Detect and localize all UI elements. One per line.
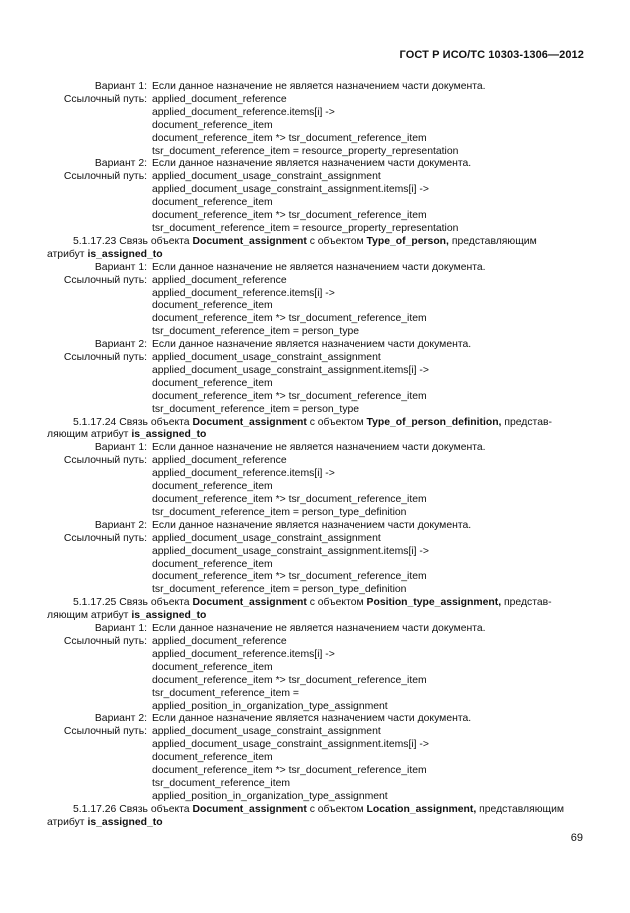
row-value: document_reference_item *> tsr_document_reference_item	[152, 765, 427, 777]
heading-word: представ-	[503, 597, 552, 609]
mapping-row	[47, 765, 584, 778]
row-label	[47, 701, 147, 714]
heading-number: 5.1.17.26 Связь	[73, 803, 148, 815]
row-value: applied_document_reference	[152, 635, 287, 647]
mapping-row	[47, 120, 584, 133]
mapping-row	[47, 649, 584, 662]
row-label	[47, 662, 147, 675]
row-value: applied_document_reference.items[i] ->	[152, 468, 335, 480]
mapping-row	[47, 584, 584, 597]
row-value: applied_position_in_organization_type_assignment	[152, 700, 388, 712]
document-body	[47, 81, 584, 830]
section-heading	[47, 236, 584, 262]
mapping-row	[47, 494, 584, 507]
mapping-row	[47, 365, 584, 378]
row-label: Ссылочный путь:	[63, 726, 147, 738]
mapping-row	[47, 636, 584, 649]
row-value: tsr_document_reference_item = resource_property_representation	[152, 222, 459, 234]
row-label	[47, 752, 147, 765]
row-label	[47, 133, 147, 146]
row-label: Вариант 1:	[94, 442, 147, 454]
mapping-row	[47, 739, 584, 752]
target-entity: Position_type_assignment,	[366, 597, 502, 609]
row-value: document_reference_item *> tsr_document_reference_item	[152, 132, 427, 144]
row-label	[47, 765, 147, 778]
mapping-row	[47, 571, 584, 584]
heading-number: 5.1.17.23 Связь	[73, 235, 148, 247]
row-value: applied_document_usage_constraint_assignment.items[i] ->	[152, 184, 429, 196]
row-value: document_reference_item *> tsr_document_reference_item	[152, 494, 427, 505]
row-value: applied_document_reference	[152, 274, 287, 286]
row-value: document_reference_item	[152, 377, 273, 389]
row-value: applied_document_reference.items[i] ->	[152, 106, 335, 118]
mapping-row	[47, 559, 584, 572]
row-label	[47, 571, 147, 584]
source-entity: Document_assignment	[192, 597, 307, 609]
row-label: Ссылочный путь:	[63, 532, 147, 544]
row-label	[47, 197, 147, 210]
row-value: Если данное назначение является назначением части документа.	[152, 339, 472, 351]
mapping-row	[47, 468, 584, 481]
row-value: applied_document_reference	[152, 455, 287, 467]
heading-word: объекта	[150, 597, 190, 609]
mapping-row	[47, 158, 584, 171]
row-label	[47, 584, 147, 597]
row-value: applied_document_reference.items[i] ->	[152, 648, 335, 660]
row-value: tsr_document_reference_item =	[152, 687, 299, 699]
section-heading	[47, 597, 584, 623]
row-label	[47, 210, 147, 223]
heading-word: представ-	[504, 416, 552, 428]
row-label	[47, 778, 147, 791]
row-value: applied_document_usage_constraint_assignment	[152, 171, 381, 183]
row-label: Вариант 2:	[94, 519, 147, 531]
mapping-row	[47, 481, 584, 494]
row-label	[47, 494, 147, 507]
page-number: 69	[570, 832, 583, 844]
row-value: tsr_document_reference_item = person_type_definition	[152, 584, 407, 596]
row-value: document_reference_item	[152, 119, 273, 131]
mapping-row	[47, 507, 584, 520]
row-value: document_reference_item *> tsr_document_reference_item	[152, 571, 427, 583]
mapping-row	[47, 623, 584, 636]
row-value: tsr_document_reference_item = person_type	[152, 326, 360, 338]
row-label: Ссылочный путь:	[63, 635, 147, 647]
row-label	[47, 313, 147, 326]
mapping-row	[47, 339, 584, 352]
row-label	[47, 288, 147, 301]
mapping-row	[47, 352, 584, 365]
mapping-row	[47, 275, 584, 288]
mapping-row	[47, 391, 584, 404]
mapping-row	[47, 791, 584, 804]
mapping-row	[47, 455, 584, 468]
heading-number: 5.1.17.25 Связь	[73, 597, 148, 609]
row-label	[47, 507, 147, 520]
mapping-row	[47, 726, 584, 739]
heading-word: с объектом	[309, 416, 364, 428]
row-value: document_reference_item *> tsr_document_reference_item	[152, 674, 427, 686]
row-value: document_reference_item	[152, 558, 273, 570]
row-label	[47, 791, 147, 804]
row-value: tsr_document_reference_item = person_type	[152, 403, 360, 415]
row-label	[47, 146, 147, 159]
row-label	[47, 184, 147, 197]
mapping-row	[47, 701, 584, 714]
row-label	[47, 404, 147, 417]
row-value: document_reference_item	[152, 481, 273, 493]
heading-word: объекта	[150, 803, 190, 815]
mapping-row	[47, 288, 584, 301]
row-label: Ссылочный путь:	[63, 455, 147, 467]
mapping-row	[47, 520, 584, 533]
row-value: applied_document_usage_constraint_assignment.items[i] ->	[152, 364, 429, 376]
heading-word: ляющим атрибут	[47, 429, 129, 441]
row-value: Если данное назначение является назначением части документа.	[152, 519, 472, 531]
heading-word: ляющим атрибут	[47, 610, 129, 622]
attribute-name: is_assigned_to	[131, 610, 207, 622]
mapping-row	[47, 442, 584, 455]
row-label	[47, 120, 147, 133]
heading-word: объекта	[150, 235, 190, 247]
target-entity: Location_assignment,	[366, 803, 477, 815]
row-value: applied_document_usage_constraint_assignment	[152, 532, 381, 544]
row-value: document_reference_item *> tsr_document_reference_item	[152, 313, 427, 325]
row-label: Ссылочный путь:	[63, 171, 147, 183]
row-value: document_reference_item *> tsr_document_reference_item	[152, 210, 427, 222]
mapping-row	[47, 197, 584, 210]
row-label: Ссылочный путь:	[63, 93, 147, 105]
attribute-name: is_assigned_to	[131, 429, 207, 441]
mapping-row	[47, 313, 584, 326]
row-value: Если данное назначение не является назначением части документа.	[152, 442, 486, 454]
mapping-row	[47, 81, 584, 94]
target-entity: Type_of_person_definition,	[366, 416, 502, 428]
mapping-row	[47, 326, 584, 339]
section-heading	[47, 804, 584, 830]
row-label	[47, 675, 147, 688]
row-label	[47, 481, 147, 494]
heading-word: атрибут	[47, 248, 85, 260]
row-label: Вариант 1:	[94, 623, 147, 635]
heading-word: представляющим	[451, 235, 537, 247]
row-value: tsr_document_reference_item = person_type_definition	[152, 506, 407, 518]
row-label	[47, 300, 147, 313]
row-value: Если данное назначение является назначением части документа.	[152, 713, 472, 725]
row-value: applied_position_in_organization_type_assignment	[152, 790, 388, 802]
heading-word: атрибут	[47, 816, 85, 828]
attribute-name: is_assigned_to	[87, 816, 163, 828]
row-label: Вариант 2:	[94, 713, 147, 725]
row-label	[47, 107, 147, 120]
mapping-row	[47, 262, 584, 275]
mapping-row	[47, 223, 584, 236]
row-label: Вариант 2:	[94, 158, 147, 170]
row-label	[47, 546, 147, 559]
mapping-row	[47, 133, 584, 146]
target-entity: Type_of_person,	[366, 235, 449, 247]
row-label	[47, 739, 147, 752]
row-value: document_reference_item	[152, 300, 273, 312]
mapping-row	[47, 778, 584, 791]
row-label: Ссылочный путь:	[63, 274, 147, 286]
attribute-name: is_assigned_to	[87, 248, 163, 260]
row-value: document_reference_item	[152, 197, 273, 209]
mapping-row	[47, 300, 584, 313]
row-value: Если данное назначение не является назначением части документа.	[152, 261, 486, 273]
mapping-row	[47, 184, 584, 197]
source-entity: Document_assignment	[192, 416, 307, 428]
row-label	[47, 365, 147, 378]
document-header: ГОСТ Р ИСО/ТС 10303-1306—2012	[399, 49, 584, 61]
source-entity: Document_assignment	[192, 235, 307, 247]
mapping-row	[47, 752, 584, 765]
row-label: Ссылочный путь:	[63, 352, 147, 364]
mapping-row	[47, 210, 584, 223]
row-value: Если данное назначение не является назначением части документа.	[152, 623, 486, 635]
row-value: applied_document_reference.items[i] ->	[152, 287, 335, 299]
mapping-row	[47, 546, 584, 559]
mapping-row	[47, 713, 584, 726]
row-value: applied_document_reference	[152, 93, 287, 105]
row-value: applied_document_usage_constraint_assignment	[152, 352, 381, 364]
mapping-row	[47, 107, 584, 120]
row-value: document_reference_item	[152, 661, 273, 673]
row-value: applied_document_usage_constraint_assignment.items[i] ->	[152, 545, 429, 557]
section-heading	[47, 417, 584, 443]
row-label	[47, 378, 147, 391]
row-label	[47, 688, 147, 701]
mapping-row	[47, 94, 584, 107]
heading-word: с объектом	[309, 803, 364, 815]
row-label	[47, 223, 147, 236]
mapping-row	[47, 688, 584, 701]
mapping-row	[47, 378, 584, 391]
mapping-row	[47, 675, 584, 688]
row-label: Вариант 2:	[94, 339, 147, 351]
row-value: document_reference_item *> tsr_document_reference_item	[152, 390, 427, 402]
source-entity: Document_assignment	[192, 803, 307, 815]
mapping-row	[47, 171, 584, 184]
row-label	[47, 468, 147, 481]
row-label: Вариант 1:	[94, 261, 147, 273]
heading-word: представляющим	[479, 803, 565, 815]
row-value: Если данное назначение является назначением части документа.	[152, 158, 472, 170]
heading-number: 5.1.17.24 Связь	[73, 416, 148, 428]
row-value: document_reference_item	[152, 752, 273, 764]
mapping-row	[47, 146, 584, 159]
row-value: tsr_document_reference_item = resource_property_representation	[152, 145, 459, 157]
row-label: Вариант 1:	[94, 81, 147, 92]
heading-word: с объектом	[309, 597, 364, 609]
row-value: Если данное назначение не является назначением части документа.	[152, 81, 486, 92]
row-label	[47, 391, 147, 404]
mapping-row	[47, 662, 584, 675]
row-label	[47, 559, 147, 572]
mapping-row	[47, 404, 584, 417]
row-label	[47, 326, 147, 339]
row-value: applied_document_usage_constraint_assignment.items[i] ->	[152, 739, 429, 751]
row-value: applied_document_usage_constraint_assignment	[152, 726, 381, 738]
mapping-row	[47, 533, 584, 546]
row-value: tsr_document_reference_item	[152, 777, 291, 789]
row-label	[47, 649, 147, 662]
heading-word: с объектом	[309, 235, 364, 247]
heading-word: объекта	[150, 416, 190, 428]
